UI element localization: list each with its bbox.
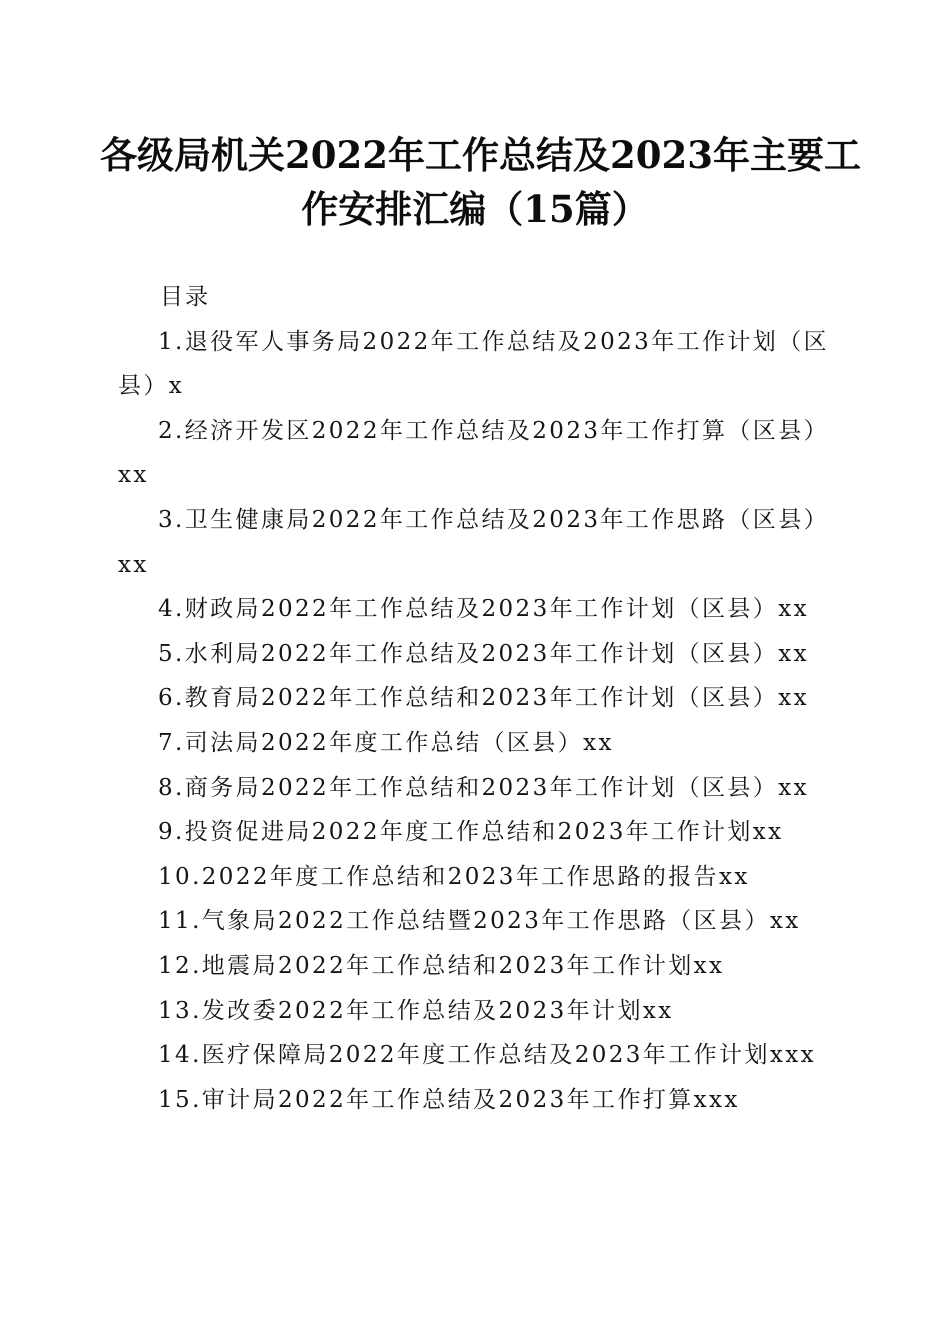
toc-item: 4.财政局2022年工作总结及2023年工作计划（区县）xx — [158, 596, 809, 623]
toc-item: 14.医疗保障局2022年度工作总结及2023年工作计划xxx — [158, 1042, 816, 1069]
toc-item: 13.发改委2022年工作总结及2023年计划xx — [158, 997, 674, 1024]
title-line-1: 各级局机关2022年工作总结及2023年主要工 — [100, 133, 861, 177]
document-title — [100, 128, 861, 236]
toc-item: 11.气象局2022工作总结暨2023年工作思路（区县）xx — [158, 908, 801, 935]
title-line-2: 作安排汇编（15篇） — [301, 187, 649, 231]
toc-item: 15.审计局2022年工作总结及2023年工作打算xxx — [158, 1086, 740, 1113]
toc-item: 2.经济开发区2022年工作总结及2023年工作打算（区县）xx — [118, 417, 830, 489]
toc-item: 12.地震局2022年工作总结和2023年工作计划xx — [158, 952, 725, 979]
toc-item: 1.退役军人事务局2022年工作总结及2023年工作计划（区县）x — [118, 328, 830, 400]
toc-heading: 目录 — [160, 284, 210, 310]
toc-item: 6.教育局2022年工作总结和2023年工作计划（区县）xx — [158, 685, 809, 712]
table-of-contents — [118, 275, 833, 1122]
toc-item: 7.司法局2022年度工作总结（区县）xx — [158, 729, 614, 756]
toc-item: 3.卫生健康局2022年工作总结及2023年工作思路（区县）xx — [118, 506, 830, 578]
toc-item: 10.2022年度工作总结和2023年工作思路的报告xx — [158, 863, 750, 890]
toc-item: 8.商务局2022年工作总结和2023年工作计划（区县）xx — [158, 774, 809, 801]
toc-item: 5.水利局2022年工作总结及2023年工作计划（区县）xx — [158, 640, 809, 667]
toc-item: 9.投资促进局2022年度工作总结和2023年工作计划xx — [158, 819, 784, 846]
